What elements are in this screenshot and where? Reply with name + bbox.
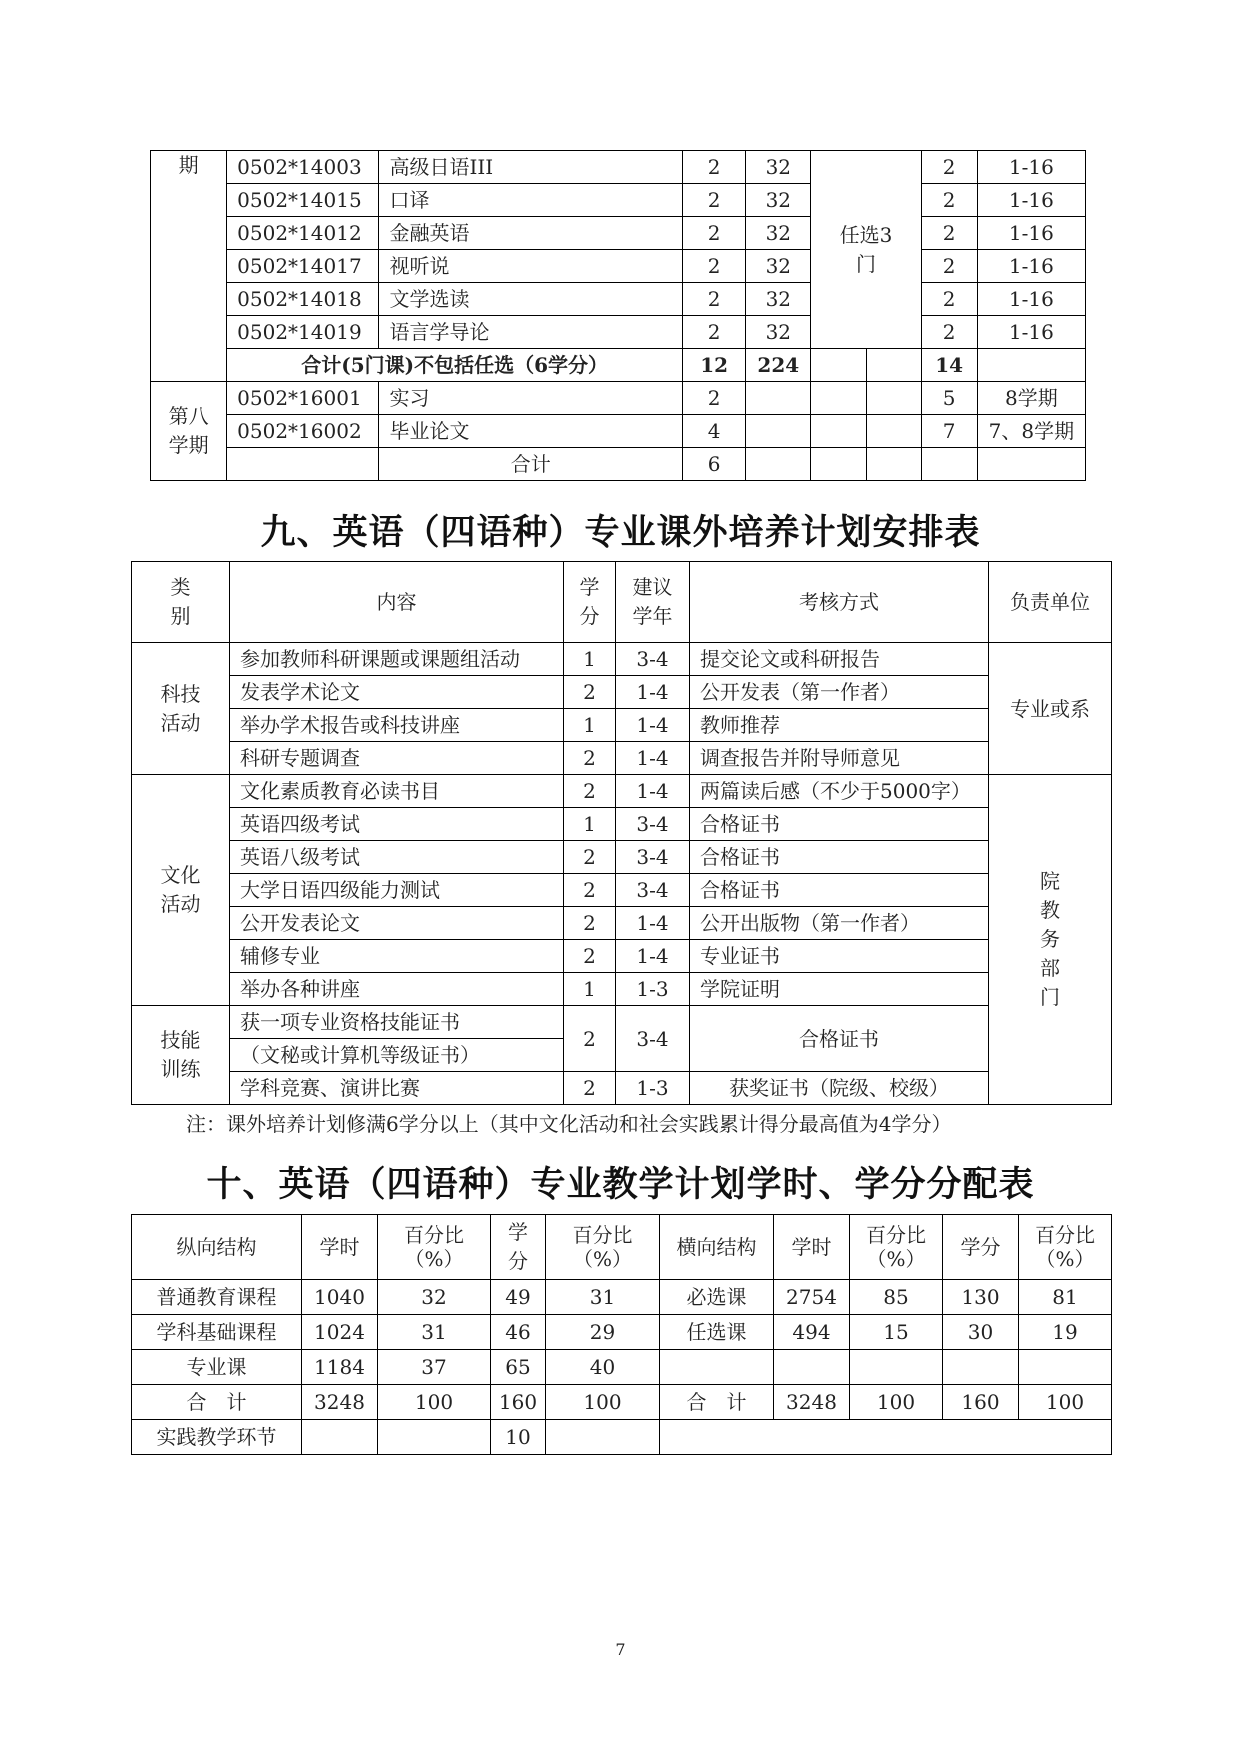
table-row — [151, 382, 1086, 415]
course-code: 0502*14017 — [227, 250, 379, 283]
period-cell: 期 — [151, 151, 227, 382]
table-row — [151, 151, 1086, 184]
header-cell: 学时 — [302, 1215, 378, 1280]
activity-content: 科研专题调查 — [230, 742, 564, 775]
table-cell: 29 — [546, 1315, 660, 1350]
header-cell: 百分比（%） — [1019, 1215, 1112, 1280]
empty-cell — [746, 448, 811, 481]
header-cell: 百分比（%） — [378, 1215, 491, 1280]
credit-distribution-table — [131, 1214, 1112, 1455]
course-code: 0502*14003 — [227, 151, 379, 184]
subtotal-weekly: 14 — [921, 349, 977, 382]
course-code: 0502*14018 — [227, 283, 379, 316]
course-weeks: 1-16 — [977, 151, 1085, 184]
table-row — [132, 808, 1112, 841]
header-category: 类别 — [132, 562, 230, 643]
activity-credit: 1 — [564, 973, 616, 1006]
course-hours: 32 — [746, 184, 811, 217]
unit-sci: 专业或系 — [989, 643, 1112, 775]
empty-cell — [746, 382, 811, 415]
table-row — [132, 1385, 1112, 1420]
activity-year: 1-4 — [616, 907, 690, 940]
activity-year: 1-3 — [616, 1072, 690, 1105]
table-cell: 81 — [1019, 1280, 1112, 1315]
activity-assessment: 公开出版物（第一作者） — [690, 907, 989, 940]
table-cell: 100 — [546, 1385, 660, 1420]
table-cell — [774, 1350, 850, 1385]
table-row — [151, 415, 1086, 448]
table-row — [151, 316, 1086, 349]
group-sci: 科技活动 — [132, 643, 230, 775]
table-cell — [660, 1350, 774, 1385]
table-row — [132, 940, 1112, 973]
activity-content: 公开发表论文 — [230, 907, 564, 940]
activity-year: 3-4 — [616, 808, 690, 841]
activity-assessment: 调查报告并附导师意见 — [690, 742, 989, 775]
table-row — [132, 907, 1112, 940]
activity-credit: 1 — [564, 643, 616, 676]
header-assessment: 考核方式 — [690, 562, 989, 643]
empty-cell — [811, 349, 867, 382]
course-weekly: 2 — [921, 283, 977, 316]
activity-year: 3-4 — [616, 1006, 690, 1072]
section-10-title: 十、英语（四语种）专业教学计划学时、学分分配表 — [206, 1165, 1035, 1205]
course-weeks: 1-16 — [977, 184, 1085, 217]
course-weekly: 7 — [921, 415, 977, 448]
total-row — [151, 448, 1086, 481]
course-credit: 2 — [683, 382, 746, 415]
table-row — [151, 250, 1086, 283]
table-cell — [1019, 1350, 1112, 1385]
table-row — [132, 1006, 1112, 1039]
empty-cell — [977, 349, 1085, 382]
empty-cell — [977, 448, 1085, 481]
course-code: 0502*14015 — [227, 184, 379, 217]
activity-credit: 1 — [564, 709, 616, 742]
unit-culture: 院教务部门 — [989, 775, 1112, 1105]
header-cell: 学时 — [774, 1215, 850, 1280]
table-cell: 1024 — [302, 1315, 378, 1350]
activity-credit: 2 — [564, 1072, 616, 1105]
table-cell: 必选课 — [660, 1280, 774, 1315]
course-credit: 2 — [683, 217, 746, 250]
activity-credit: 2 — [564, 940, 616, 973]
table-cell: 任选课 — [660, 1315, 774, 1350]
empty-cell — [811, 382, 867, 415]
subtotal-row — [151, 349, 1086, 382]
table-row — [151, 283, 1086, 316]
header-cell: 纵向结构 — [132, 1215, 302, 1280]
activity-year: 1-4 — [616, 676, 690, 709]
activity-content: 获一项专业资格技能证书 — [230, 1006, 564, 1039]
empty-cell — [302, 1420, 378, 1455]
course-hours: 32 — [746, 250, 811, 283]
activity-assessment: 两篇读后感（不少于5000字） — [690, 775, 989, 808]
activity-credit: 2 — [564, 841, 616, 874]
activity-assessment: 获奖证书（院级、校级） — [690, 1072, 989, 1105]
course-name: 毕业论文 — [379, 415, 683, 448]
header-content: 内容 — [230, 562, 564, 643]
course-name: 口译 — [379, 184, 683, 217]
course-name: 文学选读 — [379, 283, 683, 316]
activity-assessment: 公开发表（第一作者） — [690, 676, 989, 709]
course-weekly: 2 — [921, 316, 977, 349]
table-cell: 10 — [491, 1420, 546, 1455]
course-credit: 2 — [683, 250, 746, 283]
course-table — [150, 150, 1086, 481]
course-hours: 32 — [746, 283, 811, 316]
course-weeks: 7、8学期 — [977, 415, 1085, 448]
table-row — [132, 1420, 1112, 1455]
empty-cell — [811, 415, 867, 448]
activity-content: 学科竞赛、演讲比赛 — [230, 1072, 564, 1105]
table-row — [132, 1350, 1112, 1385]
empty-cell — [867, 448, 921, 481]
total-credit: 6 — [683, 448, 746, 481]
course-code: 0502*16001 — [227, 382, 379, 415]
table-row — [132, 1280, 1112, 1315]
total-label: 合计 — [379, 448, 683, 481]
table-row — [132, 1315, 1112, 1350]
activity-assessment: 合格证书 — [690, 841, 989, 874]
table-cell: 32 — [378, 1280, 491, 1315]
activity-content: 英语四级考试 — [230, 808, 564, 841]
section-9-title: 九、英语（四语种）专业课外培养计划安排表 — [260, 513, 981, 553]
course-hours: 32 — [746, 316, 811, 349]
course-credit: 2 — [683, 184, 746, 217]
table-row — [151, 184, 1086, 217]
course-weekly: 2 — [921, 250, 977, 283]
subtotal-credit: 12 — [683, 349, 746, 382]
empty-cell — [867, 349, 921, 382]
activity-assessment: 学院证明 — [690, 973, 989, 1006]
table-cell: 3248 — [774, 1385, 850, 1420]
table-cell: 2754 — [774, 1280, 850, 1315]
activity-assessment: 专业证书 — [690, 940, 989, 973]
table-cell — [850, 1350, 943, 1385]
course-weekly: 2 — [921, 217, 977, 250]
table-cell: 100 — [378, 1385, 491, 1420]
table-cell: 合 计 — [660, 1385, 774, 1420]
activity-content: 辅修专业 — [230, 940, 564, 973]
header-row — [132, 1215, 1112, 1280]
table-row — [132, 874, 1112, 907]
table-cell: 31 — [378, 1315, 491, 1350]
empty-cell — [921, 448, 977, 481]
table-cell: 37 — [378, 1350, 491, 1385]
course-code: 0502*16002 — [227, 415, 379, 448]
subtotal-label: 合计(5门课)不包括任选（6学分） — [227, 349, 683, 382]
activity-assessment: 合格证书 — [690, 1006, 989, 1072]
activity-assessment: 合格证书 — [690, 874, 989, 907]
activity-assessment: 合格证书 — [690, 808, 989, 841]
activity-content: 英语八级考试 — [230, 841, 564, 874]
activity-year: 3-4 — [616, 841, 690, 874]
table-cell: 普通教育课程 — [132, 1280, 302, 1315]
table-row — [132, 676, 1112, 709]
activity-year: 3-4 — [616, 874, 690, 907]
table-cell: 46 — [491, 1315, 546, 1350]
course-code: 0502*14012 — [227, 217, 379, 250]
activity-year: 1-4 — [616, 775, 690, 808]
empty-cell — [227, 448, 379, 481]
table-cell: 学科基础课程 — [132, 1315, 302, 1350]
course-name: 语言学导论 — [379, 316, 683, 349]
activity-content: 参加教师科研课题或课题组活动 — [230, 643, 564, 676]
course-name: 金融英语 — [379, 217, 683, 250]
empty-cell — [378, 1420, 491, 1455]
table-cell: 100 — [1019, 1385, 1112, 1420]
activity-credit: 1 — [564, 808, 616, 841]
table-cell: 49 — [491, 1280, 546, 1315]
empty-cell — [746, 415, 811, 448]
activity-credit: 2 — [564, 874, 616, 907]
elective-note: 任选3门 — [811, 151, 921, 349]
course-weeks: 1-16 — [977, 217, 1085, 250]
activity-content: （文秘或计算机等级证书） — [230, 1039, 564, 1072]
course-hours: 32 — [746, 151, 811, 184]
empty-cell — [546, 1420, 660, 1455]
table-cell: 30 — [943, 1315, 1019, 1350]
table-row — [132, 643, 1112, 676]
empty-cell — [811, 448, 867, 481]
table-cell: 85 — [850, 1280, 943, 1315]
activity-content: 举办各种讲座 — [230, 973, 564, 1006]
table-cell: 专业课 — [132, 1350, 302, 1385]
course-name: 高级日语III — [379, 151, 683, 184]
activity-assessment: 提交论文或科研报告 — [690, 643, 989, 676]
activity-content: 举办学术报告或科技讲座 — [230, 709, 564, 742]
course-weeks: 8学期 — [977, 382, 1085, 415]
extracurricular-table — [131, 561, 1112, 1105]
course-hours: 32 — [746, 217, 811, 250]
table-cell: 40 — [546, 1350, 660, 1385]
table-cell: 15 — [850, 1315, 943, 1350]
course-name: 视听说 — [379, 250, 683, 283]
course-weekly: 5 — [921, 382, 977, 415]
period-cell: 第八学期 — [151, 382, 227, 481]
table-row — [132, 1072, 1112, 1105]
table-cell: 1040 — [302, 1280, 378, 1315]
activity-year: 1-3 — [616, 973, 690, 1006]
empty-cell — [867, 382, 921, 415]
course-weekly: 2 — [921, 184, 977, 217]
group-skill: 技能训练 — [132, 1006, 230, 1105]
activity-credit: 2 — [564, 676, 616, 709]
activity-credit: 2 — [564, 1006, 616, 1072]
table-cell: 3248 — [302, 1385, 378, 1420]
header-cell: 学分 — [943, 1215, 1019, 1280]
course-credit: 2 — [683, 316, 746, 349]
activity-year: 1-4 — [616, 940, 690, 973]
activity-content: 发表学术论文 — [230, 676, 564, 709]
group-culture: 文化活动 — [132, 775, 230, 1006]
empty-cell — [660, 1420, 1112, 1455]
table-cell: 100 — [850, 1385, 943, 1420]
activity-credit: 2 — [564, 907, 616, 940]
header-cell: 百分比（%） — [850, 1215, 943, 1280]
header-credit: 学分 — [564, 562, 616, 643]
header-unit: 负责单位 — [989, 562, 1112, 643]
table-cell: 19 — [1019, 1315, 1112, 1350]
table-cell: 494 — [774, 1315, 850, 1350]
course-credit: 2 — [683, 283, 746, 316]
activity-assessment: 教师推荐 — [690, 709, 989, 742]
table-cell: 1184 — [302, 1350, 378, 1385]
subtotal-hours: 224 — [746, 349, 811, 382]
course-weekly: 2 — [921, 151, 977, 184]
header-cell: 学分 — [491, 1215, 546, 1280]
activity-year: 1-4 — [616, 709, 690, 742]
course-credit: 2 — [683, 151, 746, 184]
course-weeks: 1-16 — [977, 283, 1085, 316]
table-cell: 65 — [491, 1350, 546, 1385]
table-cell: 160 — [491, 1385, 546, 1420]
empty-cell — [867, 415, 921, 448]
table-cell: 160 — [943, 1385, 1019, 1420]
table-row — [132, 973, 1112, 1006]
table-cell — [943, 1350, 1019, 1385]
course-weeks: 1-16 — [977, 250, 1085, 283]
table-row — [132, 742, 1112, 775]
table-cell: 31 — [546, 1280, 660, 1315]
footnote: 注：课外培养计划修满6学分以上（其中文化活动和社会实践累计得分最高值为4学分） — [186, 1112, 952, 1136]
header-row — [132, 562, 1112, 643]
table-row — [132, 841, 1112, 874]
header-cell: 横向结构 — [660, 1215, 774, 1280]
activity-year: 3-4 — [616, 643, 690, 676]
table-cell: 130 — [943, 1280, 1019, 1315]
activity-year: 1-4 — [616, 742, 690, 775]
activity-content: 文化素质教育必读书目 — [230, 775, 564, 808]
table-row — [151, 217, 1086, 250]
table-cell: 合 计 — [132, 1385, 302, 1420]
table-row — [132, 709, 1112, 742]
activity-content: 大学日语四级能力测试 — [230, 874, 564, 907]
header-year: 建议学年 — [616, 562, 690, 643]
table-cell: 实践教学环节 — [132, 1420, 302, 1455]
page-number: 7 — [615, 1640, 626, 1659]
table-row — [132, 775, 1112, 808]
course-weeks: 1-16 — [977, 316, 1085, 349]
activity-credit: 2 — [564, 742, 616, 775]
activity-credit: 2 — [564, 775, 616, 808]
header-cell: 百分比（%） — [546, 1215, 660, 1280]
course-name: 实习 — [379, 382, 683, 415]
course-code: 0502*14019 — [227, 316, 379, 349]
course-credit: 4 — [683, 415, 746, 448]
